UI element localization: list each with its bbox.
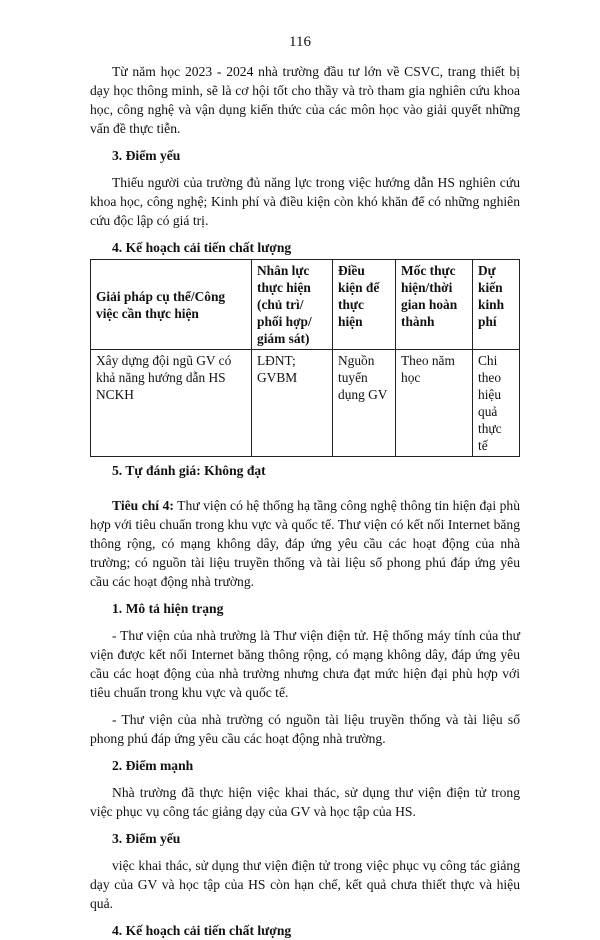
paragraph-intro: Từ năm học 2023 - 2024 nhà trường đầu tư lớn về CSVC, trang thiết bị dạy học thông minh, sẽ là cơ hội tốt cho thầy và trò tham gia nghiên cứu khoa học, công nghệ và vận dụng kiến thức của các môn học vào giải quyết những vấn đề thực tiễn. — [90, 64, 520, 136]
table-row — [91, 350, 520, 457]
improvement-plan-table — [90, 259, 520, 457]
table-cell: LĐNT; GVBM — [252, 350, 333, 457]
heading-current-status: 1. Mô tả hiện trạng — [112, 601, 224, 616]
table-cell: Chi theo hiệu quả thực tế — [473, 350, 520, 457]
heading-plan-1: 4. Kế hoạch cải tiến chất lượng — [112, 240, 292, 255]
table-cell: Nguồn tuyển dụng GV — [333, 350, 396, 457]
heading-weakness-2: 3. Điểm yếu — [112, 831, 181, 846]
heading-strength: 2. Điểm mạnh — [112, 758, 194, 773]
paragraph-weakness-1: Thiếu người của trường đủ năng lực trong việc hướng dẫn HS nghiên cứu khoa học, công nghệ; Kinh phí và điều kiện còn khó khăn để có những nghiên cứu độc lập có giá trị. — [90, 175, 520, 228]
heading-self-evaluation: 5. Tự đánh giá: Không đạt — [112, 463, 266, 478]
page-number: 116 — [289, 34, 311, 50]
table-header-cell: Nhân lực thực hiện (chủ trì/ phối hợp/ giám sát) — [252, 260, 333, 350]
heading-weakness-1: 3. Điểm yếu — [112, 148, 181, 163]
page-content — [90, 62, 520, 940]
paragraph-weakness-2: việc khai thác, sử dụng thư viện điện tử trong việc phục vụ công tác giảng dạy của GV và học tập của HS còn hạn chế, kết quả chưa thiết thực và hiệu quả. — [90, 858, 520, 911]
table-header-cell: Mốc thực hiện/thời gian hoàn thành — [396, 260, 473, 350]
paragraph-criterion-4 — [90, 496, 520, 591]
table-header-row — [91, 260, 520, 350]
criterion-label: Tiêu chí 4: — [112, 498, 174, 513]
table-header-cell: Dự kiến kinh phí — [473, 260, 520, 350]
paragraph-status-2: - Thư viện của nhà trường có nguồn tài liệu truyền thống và tài liệu số phong phú đáp ứng yêu cầu các hoạt động nhà trường. — [90, 712, 520, 746]
table-header-cell: Giải pháp cụ thể/Công việc cần thực hiện — [91, 260, 252, 350]
table-header-cell: Điều kiện để thực hiện — [333, 260, 396, 350]
table-cell: Theo năm học — [396, 350, 473, 457]
heading-plan-2: 4. Kế hoạch cải tiến chất lượng — [112, 923, 292, 938]
criterion-text: Thư viện có hệ thống hạ tầng công nghệ thông tin hiện đại phù hợp với tiêu chuẩn trong khu vực và quốc tế. Thư viện có kết nối Internet băng thông rộng, có mạng không dây, đáp ứng yêu cầu các hoạt động của nhà trường; có nguồn tài liệu truyền thống và tài liệu số phong phú đáp ứng yêu cầu các hoạt động nhà trường. — [90, 498, 520, 589]
paragraph-strength: Nhà trường đã thực hiện việc khai thác, sử dụng thư viện điện tử trong việc phục vụ công tác giảng dạy của GV và học tập của HS. — [90, 785, 520, 819]
paragraph-status-1: - Thư viện của nhà trường là Thư viện điện tử. Hệ thống máy tính của thư viện được kết nối Internet băng thông rộng, có mạng không dây, đáp ứng yêu cầu các hoạt động của nhà trường nhưng chưa đạt mức hiện đại phù hợp với tiêu chuẩn trong khu vực và quốc tế. — [90, 628, 520, 700]
table-cell: Xây dựng đội ngũ GV có khả năng hướng dẫn HS NCKH — [91, 350, 252, 457]
